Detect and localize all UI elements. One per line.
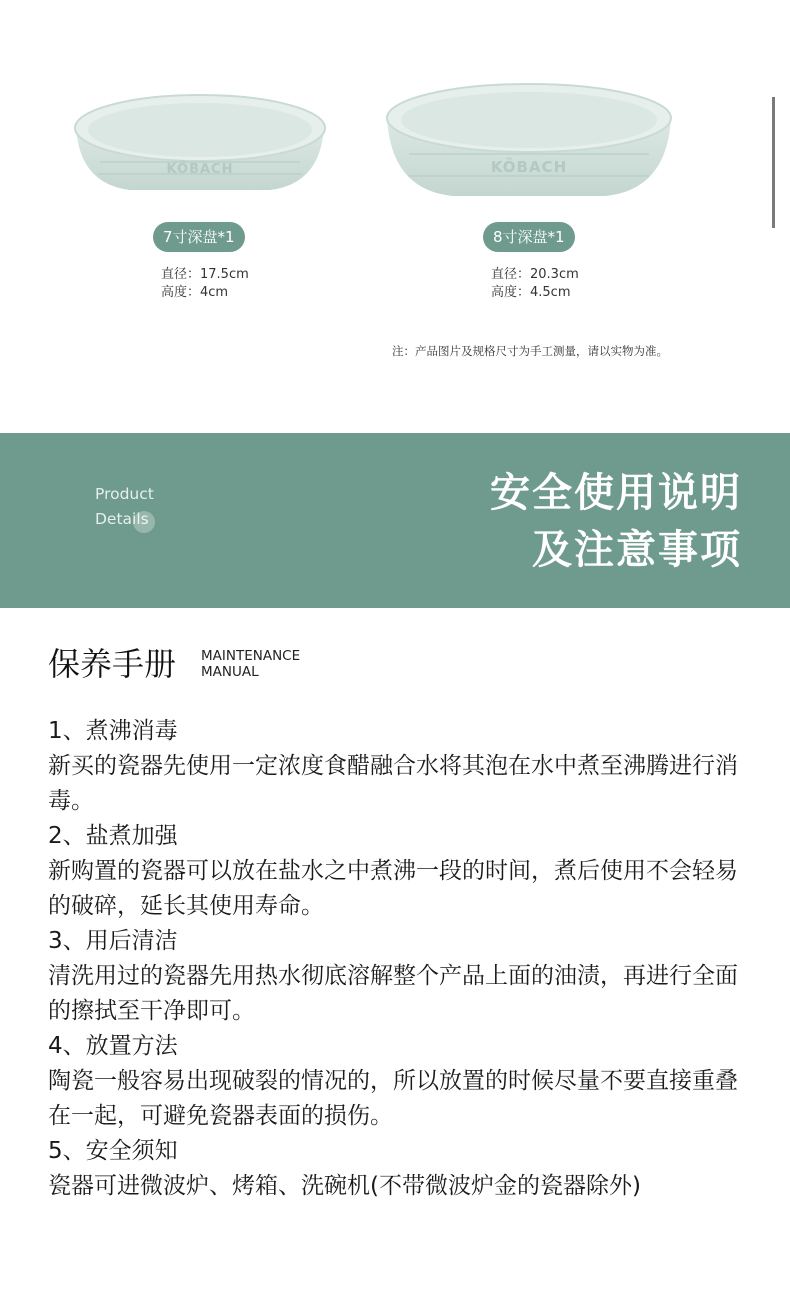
manual-section — [48, 924, 748, 1029]
banner-en-line2: Details — [95, 510, 149, 528]
manual-en-line1: MAINTENANCE — [201, 648, 301, 664]
manual-title: 保养手册 — [48, 645, 177, 683]
spec-height: 高度：4cm — [161, 285, 229, 300]
plate-7inch-image — [70, 92, 330, 202]
manual-section — [48, 714, 748, 819]
section-title: 5、安全须知 — [48, 1138, 178, 1164]
section-text: 新购置的瓷器可以放在盐水之中煮沸一段的时间，煮后使用不会轻易的破碎，延长其使用寿命。 — [48, 858, 738, 919]
section-text: 新买的瓷器先使用一定浓度食醋融合水将其泡在水中煮至沸腾进行消毒。 — [48, 753, 738, 814]
section-text: 陶瓷一般容易出现破裂的情况的，所以放置的时候尽量不要直接重叠在一起，可避免瓷器表面的损伤。 — [48, 1068, 738, 1129]
spec-diameter: 直径：17.5cm — [161, 267, 249, 282]
manual-sections — [48, 714, 748, 1204]
manual-en-line2: MANUAL — [201, 664, 259, 680]
section-text: 清洗用过的瓷器先用热水彻底溶解整个产品上面的油渍，再进行全面的擦拭至干净即可。 — [48, 963, 738, 1024]
section-banner — [0, 433, 790, 608]
section-title: 4、放置方法 — [48, 1033, 178, 1059]
manual-section — [48, 1134, 748, 1204]
product-spec-8inch — [491, 266, 579, 302]
banner-title-line1: 安全使用说明 — [490, 470, 742, 516]
manual-english-title — [201, 648, 300, 680]
scrollbar[interactable] — [772, 97, 775, 228]
section-title: 2、盐煮加强 — [48, 823, 178, 849]
brand-mark: KÖBACH — [490, 158, 568, 176]
manual-section — [48, 1029, 748, 1134]
product-spec-7inch — [161, 266, 249, 302]
section-title: 1、煮沸消毒 — [48, 718, 178, 744]
product-label-7inch: 7寸深盘*1 — [153, 222, 245, 252]
cursor-dot — [133, 511, 155, 533]
spec-height: 高度：4.5cm — [491, 285, 571, 300]
product-label-8inch: 8寸深盘*1 — [483, 222, 575, 252]
banner-title — [490, 465, 742, 579]
banner-en-line1: Product — [95, 485, 154, 503]
section-text: 瓷器可进微波炉、烤箱、洗碗机(不带微波炉金的瓷器除外) — [48, 1173, 641, 1199]
measurement-note: 注：产品图片及规格尺寸为手工测量，请以实物为准。 — [392, 344, 668, 358]
plate-8inch-image — [383, 80, 675, 205]
manual-section — [48, 819, 748, 924]
brand-mark: KÖBACH — [166, 162, 234, 177]
spec-diameter: 直径：20.3cm — [491, 267, 579, 282]
banner-title-line2: 及注意事项 — [532, 527, 742, 573]
section-title: 3、用后清洁 — [48, 928, 178, 954]
